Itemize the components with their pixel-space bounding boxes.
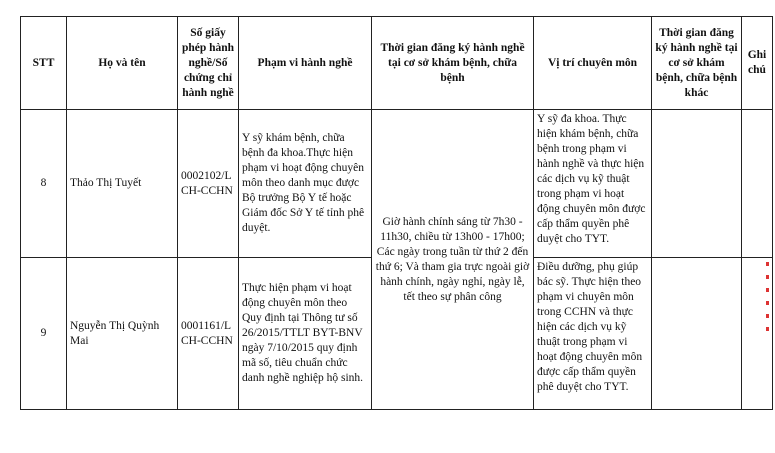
cell-position: Y sỹ đa khoa. Thực hiện khám bệnh, chữa bệnh trong phạm vi hành nghề và thực hiện các dịch vụ kỹ thuật trong phạm vi hoạt động chuyên môn được cấp thẩm quyền phê duyệt cho TYT.	[534, 110, 652, 258]
header-license: Số giấy phép hành nghề/Số chứng chỉ hành nghề	[178, 17, 239, 110]
header-row	[21, 17, 773, 110]
cell-license: 0001161/L CH-CCHN	[178, 258, 239, 410]
cell-license: 0002102/L CH-CCHN	[178, 110, 239, 258]
header-other-time: Thời gian đăng ký hành nghề tại cơ sở khám bệnh, chữa bệnh khác	[652, 17, 742, 110]
cell-scope: Thực hiện phạm vi hoạt động chuyên môn theo Quy định tại Thông tư số 26/2015/TTLT BYT-BNV ngày 7/10/2015 quy định mã số, tiêu chuẩn chức danh nghề nghiệp hộ sinh.	[239, 258, 372, 410]
cell-name: Nguyễn Thị Quỳnh Mai	[67, 258, 178, 410]
cell-other-time	[652, 110, 742, 258]
margin-stamp-marks	[764, 262, 772, 340]
cell-scope: Y sỹ khám bệnh, chữa bệnh đa khoa.Thực hiện phạm vi hoạt động chuyên môn theo danh mục được Bộ trưởng Bộ Y tế hoặc Giám đốc Sở Y tế tỉnh phê duyệt.	[239, 110, 372, 258]
cell-stt: 8	[21, 110, 67, 258]
header-position: Vị trí chuyên môn	[534, 17, 652, 110]
header-stt: STT	[21, 17, 67, 110]
cell-time-shared: Giờ hành chính sáng từ 7h30 - 11h30, chiều từ 13h00 - 17h00; Các ngày trong tuần từ thứ 2 đến thứ 6; Và tham gia trực ngoài giờ hành chính, ngày nghỉ, ngày lễ, tết theo sự phân công	[372, 110, 534, 410]
header-name: Họ và tên	[67, 17, 178, 110]
cell-other-time	[652, 258, 742, 410]
table-row	[21, 110, 773, 258]
cell-position: Điều dưỡng, phụ giúp bác sỹ. Thực hiện theo phạm vi chuyên môn trong CCHN và thực hiện các dịch vụ kỹ thuật trong phạm vi hoạt động chuyên môn được cấp thẩm quyền phê duyệt cho TYT.	[534, 258, 652, 410]
header-scope: Phạm vi hành nghề	[239, 17, 372, 110]
header-time: Thời gian đăng ký hành nghề tại cơ sở khám bệnh, chữa bệnh	[372, 17, 534, 110]
cell-note	[742, 110, 773, 258]
cell-name: Thảo Thị Tuyết	[67, 110, 178, 258]
header-note: Ghi chú	[742, 17, 773, 110]
cell-stt: 9	[21, 258, 67, 410]
practitioner-table	[20, 16, 773, 410]
